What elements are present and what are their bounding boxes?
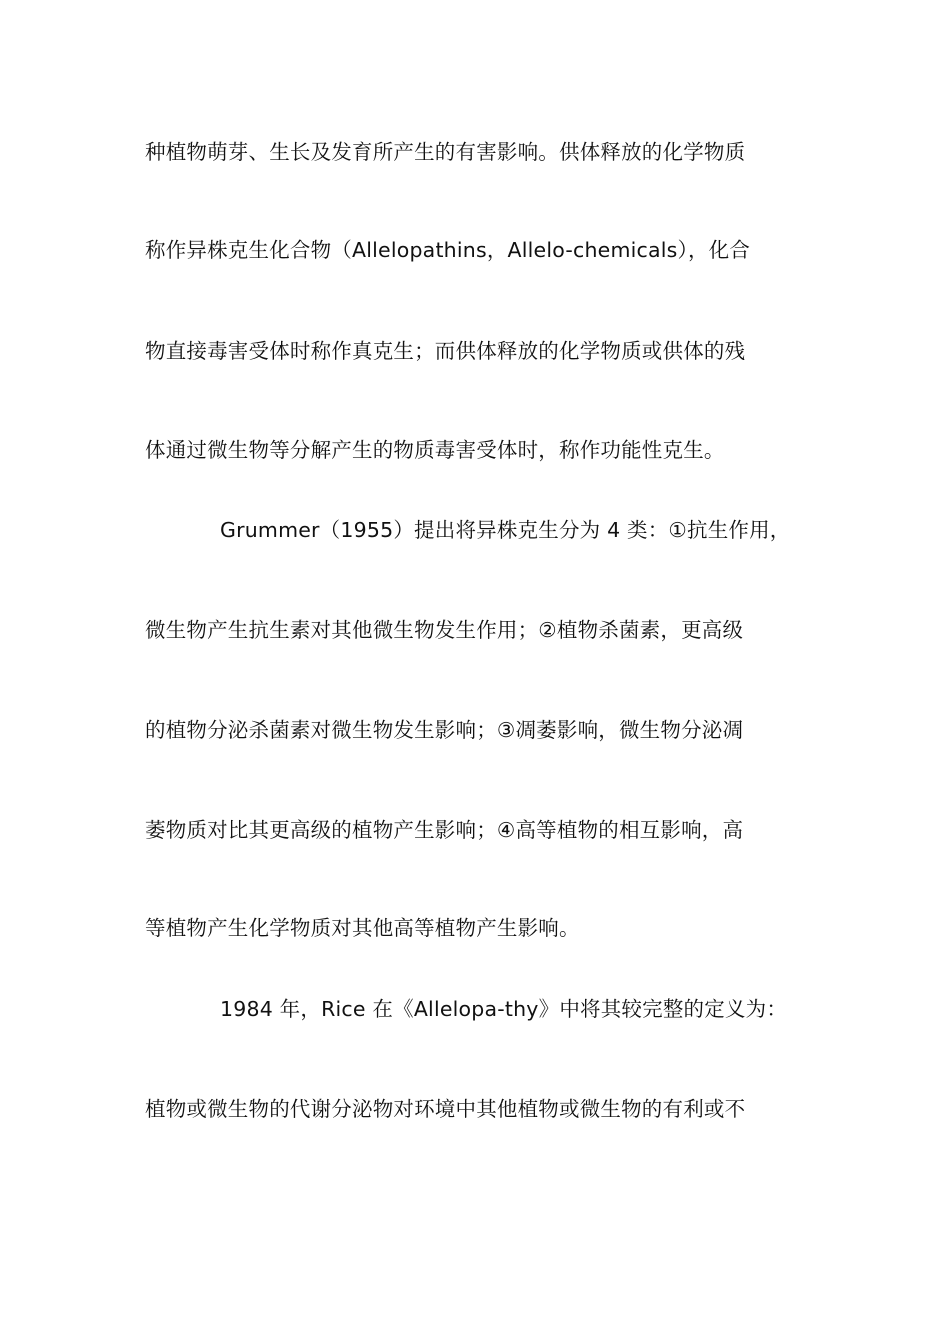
paragraph-line: 体通过微生物等分解产生的物质毒害受体时，称作功能性克生。 [145,438,725,462]
paragraph-line: 植物或微生物的代谢分泌物对环境中其他植物或微生物的有利或不 [145,1097,746,1121]
paragraph-line: 物直接毒害受体时称作真克生；而供体释放的化学物质或供体的残 [145,339,746,363]
paragraph-line: 萎物质对比其更高级的植物产生影响；④高等植物的相互影响，高 [145,818,744,842]
paragraph-line: 的植物分泌杀菌素对微生物发生影响；③凋萎影响，微生物分泌凋 [145,718,744,742]
paragraph-line: 等植物产生化学物质对其他高等植物产生影响。 [145,916,580,940]
paragraph-line: 称作异株克生化合物（Allelopathins，Allelo-chemicals），化合 [145,238,751,262]
paragraph-line: 种植物萌芽、生长及发育所产生的有害影响。供体释放的化学物质 [145,140,746,164]
paragraph-first-line: 1984 年，Rice 在《Allelopa-thy》中将其较完整的定义为： [220,997,788,1021]
paragraph-first-line: Grummer（1955）提出将异株克生分为 4 类：①抗生作用， [220,518,791,542]
paragraph-line: 微生物产生抗生素对其他微生物发生作用；②植物杀菌素，更高级 [145,618,744,642]
